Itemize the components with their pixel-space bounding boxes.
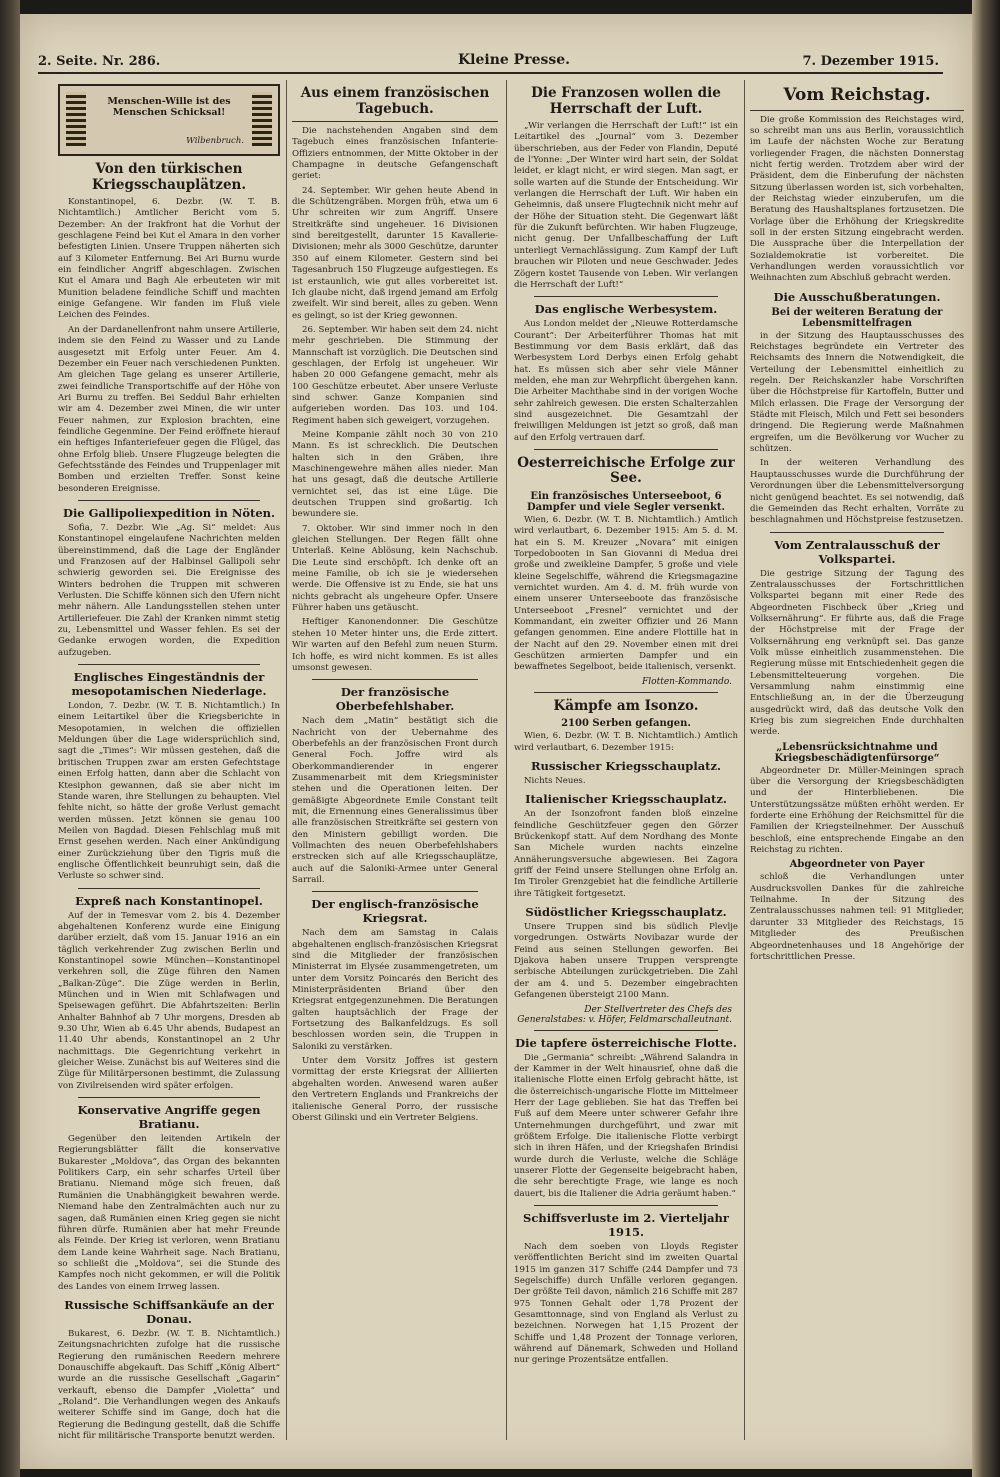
- divider: [78, 664, 260, 665]
- article-heading: Die Gallipoliexpedition in Nöten.: [62, 505, 276, 520]
- article-heading: Schiffsverluste im 2. Vierteljahr 1915.: [523, 1210, 729, 1239]
- article-heading: Vom Reichstag.: [783, 85, 931, 105]
- divider: [292, 121, 498, 122]
- article-paragraph: Die große Kommission des Reichstages wird, so schreibt man uns aus Berlin, voraussichtlich im Laufe der nächsten Woche zur Beratung vorliegender Fragen, die nächsten Donnerstag nicht fertig werden. Trotzdem aber wird der Präsident, dem die Einberufung der nächsten Sitzung überlassen worden ist, sich vorbehalten, der Reichstag wieder einzuberufen, um die Beratung des Haushaltsplanes fortzusetzen. Die Vorlage über die Erhöhung der Kriegskredite soll in der ersten Sitzung eingebracht werden. Die Aussprache über die Interpellation der Sozialdemokratie ist vorbereitet. Die Verhandlungen werden voraussichtlich vor Weihnachten zum Abschluß gebracht werden.: [750, 114, 964, 284]
- divider: [534, 1205, 718, 1206]
- motto-box: [58, 84, 280, 156]
- page-number: 2. Seite. Nr. 286.: [38, 54, 161, 69]
- ornament-left-icon: [66, 92, 86, 146]
- divider: [750, 110, 964, 111]
- divider: [534, 1030, 718, 1031]
- article-paragraph: London, 7. Dezbr. (W. T. B. Nichtamtlich.) In einem Leitartikel über die Kriegsberichte in Mesopotamien, in welchen die offiziellen Meldungen über die Lage widersprüchlich sind, sagt die „Times“: Wir müssen gestehen, daß die britischen Truppen zwar am ersten Gefechtstage einen Erfolg hatten, dann aber die Schlacht von Ktesiphon gewannen, daß sie aber nicht im Stande waren, ihre Stellungen zu behaupten. Viel fehlte nicht, so hätte der große Verlust gemacht werden müssen. Jetzt können sie genau 100 Meilen von Bagdad. Diesen Fehlschlag muß mit Ernst gesehen werden. Nach einer Ankündigung einer Zurückziehung über den Tigris muß die englische Öffentlichkeit beunruhigt sein, daß die Verluste so schwer sind.: [58, 701, 280, 882]
- divider: [534, 449, 718, 450]
- article-paragraph: 7. Oktober. Wir sind immer noch in den gleichen Stellungen. Der Regen fällt ohne Unterlaß. Keine Ablösung, kein Nachschub. Die Leute sind erschöpft. Ich denke oft an meine Familie, ob ich sie je wiedersehen werde. Die Offensive ist zu Ende, sie hat uns nichts gebracht als ungeheure Opfer. Unsere Führer haben uns getäuscht.: [292, 523, 498, 614]
- motto-text: Menschen-Wille ist des Menschen Schicksal!: [107, 96, 231, 118]
- article-heading: Von den türkischen Kriegsschauplätzen.: [91, 161, 247, 193]
- article-paragraph: Gegenüber den leitenden Artikeln der Regierungsblätter fällt die konservative Bukarester „Moldova“, das Organ des bekannten Politikers Carp, ein sehr scharfes Urteil über Bratianu. Niemand möge sich freuen, daß Rumänien die Unabhängigkeit bewahren werde. Niemand habe den Zentralmächten auch nur zu sagen, daß Rumänien einen Krieg gegen sie nicht führen dürfe. Rumänien aber hat mehr Freunde als Feinde. Der Krieg ist verloren, wenn Bratianu dem Lande keine Wahrheit sage. Nach Bratianu, so schließt die „Moldova“, sei die Stunde des Kampfes noch nicht gekommen, er will die Politik des Landes von einem Irrweg lassen.: [58, 1134, 280, 1292]
- article-paragraph: schloß die Verhandlungen unter Ausdrucksvollen Dankes für die zahlreiche Teilnahme. In der Sitzung des Zentralausschusses nahmen teil: 91 Mitglieder, darunter 33 Mitglieder des Reichstags, 15 Mitglieder des Preußischen Abgeordnetenhauses und 18 Angehörige der fortschrittlichen Presse.: [750, 872, 964, 962]
- divider: [534, 692, 718, 693]
- article-paragraph: 24. September. Wir gehen heute Abend in die Schützengräben. Morgen früh, etwa um 6 Uhr schreiten wir zum Angriff. Unsere Streitkräfte sind ungeheuer. 16 Divisionen sind bereitgestellt, darunter 15 Kavallerie-Divisionen; mehr als 3000 Geschütze, darunter 350 auf einem Kilometer. Gestern sind bei Tagesanbruch 150 Flugzeuge aufgestiegen. Es ist erstaunlich, wie gut alles vorbereitet ist. Ich glaube nicht, daß irgend jemand am Erfolg zweifelt. Wir sind bereit, alles zu geben. Wenn es gelingt, so ist der Krieg gewonnen.: [292, 185, 498, 321]
- divider: [78, 888, 260, 889]
- article-paragraph: Nach dem soeben von Lloyds Register veröffentlichten Bericht sind im zweiten Quartal 1915 im ganzen 317 Schiffe (244 Dampfer und 73 Segelschiffe) durch Unfälle verloren gegangen. Der größte Teil davon, nämlich 216 Schiffe mit 287 975 Tonnen Gehalt oder 1,78 Prozent der Gesamttonnage, sind von England als Verlust zu bezeichnen. Norwegen hat 1,15 Prozent der Schiffe und 1,48 Prozent der Tonnage verloren, während auf Dänemark, Schweden und Holland nur geringe Prozentsätze entfallen.: [514, 1241, 738, 1366]
- ornament-right-icon: [252, 92, 272, 146]
- article-subheading: Abgeordneter von Payer: [789, 859, 925, 871]
- article-paragraph: In der weiteren Verhandlung des Hauptausschusses wurde die Durchführung der Verordnungen über die Lebensmittelversorgung nicht genügend beachtet. Es sei notwendig, daß die Gemeinden das Recht erhalten, Vorräte zu beschlagnahmen und Höchstpreise festzusetzen.: [750, 458, 964, 526]
- article-paragraph: Nichts Neues.: [524, 776, 586, 787]
- article-paragraph: Bukarest, 6. Dezbr. (W. T. B. Nichtamtlich.) Zeitungsnachrichten zufolge hat die russische Regierung den rumänischen Reedern mehrere Donauschiffe abgekauft. Das Schiff „König Albert“ wurde an die russische Gesellschaft „Gagarin“ verkauft, ebenso die Dampfer „Violetta“ und „Roland“. Die Verhandlungen wegen des Ankaufs weiterer Schiffe sind im Gange, doch hat die Regierung die Bedingung gestellt, daß die Schiffe nicht für militärische Transporte benutzt werden.: [58, 1328, 280, 1440]
- divider: [534, 296, 718, 297]
- page-header: [38, 46, 943, 74]
- article-heading: Die Franzosen wollen die Herrschaft der Luft.: [531, 85, 721, 117]
- column-divider: [506, 80, 507, 1440]
- article-paragraph: An der Dardanellenfront nahm unsere Artillerie, indem sie den Feind zu Wasser und zu Lande ausgesetzt mit Erfolg unter Feuer. Am 4. Dezember ein Feuer nach verschiedenen Punkten. Am gleichen Tage gelang es unserer Artillerie, zwei feindliche Transportschiffe auf der Höhe von Ari Burnu zu treffen. Bei Seddul Bahr erhielten wir am 4. Dezember zwei Minen, die wir unter Feuer nahmen, zur Explosion brachten, eine feindliche Gegenmine. Der Feind eröffnete hierauf ein heftiges Infanteriefeuer gegen die Flügel, das ohne Erfolg blieb. Unsere Flugzeuge belegten die Gefechtsstände des Feindes und Truppenlager mit Bomben und erzielten Treffer. Sonst keine besonderen Ereignisse.: [58, 324, 280, 494]
- article-subheading: Ein französisches Unterseeboot, 6 Dampfer und viele Segler versenkt.: [527, 491, 725, 513]
- article-paragraph: Konstantinopel, 6. Dezbr. (W. T. B. Nichtamtlich.) Amtlicher Bericht vom 5. Dezember: An der Irakfront hat die Vorhut der geschlagene Feind bei Kut el Amara in den vorher befestigten Linien. Unsere Truppen näherten sich auf 3 Kilometer Entfernung. Bei Ari Burnu wurde ein feindlicher Angriff abgeschlagen. Zwischen Kut el Amara und Bagh Ale erbeuteten wir mit Munition beladene feindliche Schiff und machten einige Gefangene. Wir fanden im Fluß viele Leichen des Feindes.: [58, 197, 280, 321]
- article-heading: Aus einem französischen Tagebuch.: [300, 85, 490, 117]
- divider: [312, 891, 478, 892]
- article-paragraph: Unter dem Vorsitz Joffres ist gestern vormittag der erste Kriegsrat der Alliierten abgehalten worden. Anwesend waren außer den Vertretern Englands und Frankreichs der italienische General Porro, der russische Oberst Gilinski und ein Vertreter Belgiens.: [292, 1056, 498, 1123]
- article-heading: Konservative Angriffe gegen Bratianu.: [77, 1103, 261, 1132]
- article-heading: Der englisch-französische Kriegsrat.: [311, 897, 479, 926]
- section-heading: Italienischer Kriegsschauplatz.: [525, 792, 727, 807]
- article-paragraph: Die nachstehenden Angaben sind dem Tagebuch eines französischen Infanterie-Offiziers entnommen, der Mitte Oktober in der Champagne in deutsche Gefangenschaft geriet:: [292, 126, 498, 182]
- article-paragraph: Aus London meldet der „Nieuwe Rotterdamsche Courant“: Der Arbeiterführer Thomas hat mit Bestimmung vor dem Basis erklärt, daß das Werbesystem Lord Derbys einen Erfolg gehabt hat. Es müssen sich aber sehr viele Männer melden, ehe man zur Wehrpflicht übergehen kann. Die Arbeiter Machthabe sind in der vorigen Woche sehr zahlreich gewesen. Die ersten Schalterzahlen sind ausgezeichnet. Die Gesamtzahl der freiwilligen Meldungen ist jetzt so groß, daß man auf den Erfolg vertrauen darf.: [514, 319, 738, 443]
- article-paragraph: Unsere Truppen sind bis südlich Plevlje vorgedrungen. Ostwärts Novibazar wurde der Feind aus seinen Stellungen geworfen. Bei Djakova haben unsere Truppen versprengte serbische Abteilungen zurückgetrieben. Die Zahl der am 4. und 5. Dezember eingebrachten Gefangenen übersteigt 2100 Mann.: [514, 922, 738, 1001]
- newspaper-title: Kleine Presse.: [458, 52, 571, 68]
- divider: [312, 679, 478, 680]
- signature: Flotten-Kommando.: [642, 676, 732, 687]
- article-subheading: Bei der weiteren Beratung der Lebensmittelfragen: [771, 306, 943, 329]
- article-paragraph: „Wir verlangen die Herrschaft der Luft!“ ist ein Leitartikel des „Journal“ vom 3. Dezember überschrieben, aus der Feder von Flandin, Deputé de l'Yonne: „Der Winter wird hart sein, der Soldat leidet, er klagt nicht, er wird siegen. Man sagt, er solle warten auf die Stunde der Entscheidung. Wir verlangen die Herrschaft der Luft. Wir haben ein Geheimnis, daß unsere Flugtechnik nicht mehr auf der Höhe der Situation steht. Die Gegenwart läßt für die Zukunft befürchten. Wir haben Flugzeuge, nicht genug. Der Unfallbeschaffung der Luft unterliegt Vernachlässigung. Zum Kampf der Luft brauchen wir Piloten und neue Geschwader. Jedes Zögern kostet Tausende von Leben. Wir verlangen die Herrschaft der Luft!“: [514, 121, 738, 290]
- binding-edge-right: [972, 0, 1000, 1477]
- column-1: [58, 80, 280, 1440]
- article-paragraph: Die gestrige Sitzung der Tagung des Zentralausschusses der Fortschrittlichen Volkspartei begann mit einer Rede des Abgeordneten Fischbeck über „Krieg und Volksernährung“. Er führte aus, daß die Frage der Höchstpreise mit der Frage der Volksernährung eng verknüpft sei. Das ganze Volk müsse einheitlich zusammenstehen. Die Regierung müsse mit Entschiedenheit gegen die Lebensmittelteuerung vorgehen. Die Versammlung nahm einstimmig eine Entschließung an, in der die Überzeugung ausgedrückt wird, daß das deutsche Volk den Krieg bis zum siegreichen Ende durchhalten werde.: [750, 568, 964, 738]
- article-subheading: „Lebensrücksichtnahme und Kriegsbeschädigtenfürsorge“: [774, 741, 940, 764]
- article-heading: Die tapfere österreichische Flotte.: [515, 1035, 737, 1050]
- article-heading: Expreß nach Konstantinopel.: [75, 893, 263, 908]
- column-divider: [744, 80, 745, 1440]
- divider: [78, 500, 260, 501]
- article-paragraph: in der Sitzung des Hauptausschusses des Reichstages begründete ein Vertreter des Reichsamts des Innern die Notwendigkeit, die Verteilung der Lebensmittel einheitlich zu regeln. Der Reichskanzler habe Vorschriften über die Höchstpreise für Kartoffeln, Butter und Milch erlassen. Die Frage der Versorgung der Städte mit Fleisch, Milch und Fett sei besonders dringend. Die Regierung werde Maßnahmen ergreifen, um die Bevölkerung vor Wucher zu schützen.: [750, 330, 964, 455]
- article-subheading: 2100 Serben gefangen.: [561, 718, 691, 730]
- article-heading: Vom Zentralausschuß der Volkspartei.: [774, 537, 940, 566]
- article-paragraph: Wien, 6. Dezbr. (W. T. B. Nichtamtlich.) Amtlich wird verlautbart, 6. Dezember 1915: Am 5. d. M. hat ein S. M. Kreuzer „Novara“ mit einigen Torpedobooten in San Giovanni di Medua drei große und zweikleine Dampfer, 5 große und viele kleine Segelschiffe, während die Kriegsmagazine vernichtet wurden. Am 4. d. M. früh wurde von einem unserer Unterseeboote das französische Unterseeboot „Fresnel“ vernichtet und der Kommandant, ein zweiter Offizier und 26 Mann gefangen genommen. Eine andere Flottille hat in der Nacht auf den 29. November einen mit drei Geschützen armierten Dampfer und ein bewaffnetes Segelboot, beide italienisch, versenkt.: [514, 515, 738, 673]
- article-paragraph: Meine Kompanie zählt noch 30 von 210 Mann. Es ist schrecklich. Die Deutschen halten sich in den Gräben, ihre Maschinengewehre mähen alles nieder. Man hat uns gesagt, daß die deutsche Artillerie vernichtet sei, das ist eine Lüge. Die deutschen Truppen sind großartig. Ich bewundere sie.: [292, 429, 498, 520]
- article-heading: Das englische Werbesystem.: [534, 302, 718, 317]
- article-heading: Der französische Oberbefehlshaber.: [335, 685, 455, 714]
- article-paragraph: Die „Germania“ schreibt: „Während Salandra in der Kammer in der Welt hinausrief, ohne daß die italienische Flotte einen Erfolg gebracht hätte, ist die österreichisch-ungarische Flotte im Mittelmeer Herr der Lage geblieben. Sie hat das Treffen bei Fuß auf dem Meere unter schwerer Gefahr ihre Unternehmungen durchgeführt, und zwar mit größtem Erfolge. Die italienische Flotte verbirgt sich in ihren Häfen, und der Kriegshafen Brindisi wurde durch die Verluste, welche die Schläge unserer Flotte der Gegenseite beigebracht haben, die sehr berechtigte Frage, wie lange es noch dauert, bis die Italiener die Adria geräumt haben.“: [514, 1052, 738, 1199]
- article-heading: Die Ausschußberatungen.: [773, 289, 941, 304]
- section-heading: Südöstlicher Kriegsschauplatz.: [525, 905, 727, 920]
- column-2: [292, 80, 498, 1440]
- article-paragraph: Nach dem am Samstag in Calais abgehaltenen englisch-französischen Kriegsrat sind die Mitglieder der französischen Ministerrat im Elysée zusammengetreten, um unter dem Vorsitz Poincarés den Bericht des Ministerpräsidenten Briand über den Kriegsrat entgegenzunehmen. Die Beratungen galten hauptsächlich der Frage der Fortsetzung des Balkanfeldzugs. Es soll beschlossen worden sein, die Truppen in Saloniki zu verstärken.: [292, 928, 498, 1052]
- section-heading: Russischer Kriegsschauplatz.: [530, 759, 722, 774]
- article-paragraph: Nach dem „Matin“ bestätigt sich die Nachricht von der Uebernahme des Oberbefehls an der französischen Front durch General Foch. Joffre wird als Oberkommandierender in engerer Zusammenarbeit mit dem Kriegsminister stehen und die Operationen leiten. Der gemäßigte Abgeordnete Emile Constant teilt mit, die Ernennung eines Generalissimus über alle französischen Streitkräfte sei gestern von den Ministern gebilligt worden. Die Vollmachten des neuen Oberbefehlshabers erstrecken sich auf alle Kriegsschauplätze, auch auf die Saloniki-Armee unter General Sarrail.: [292, 716, 498, 885]
- article-paragraph: Auf der in Temesvar vom 2. bis 4. Dezember abgehaltenen Konferenz wurde eine Einigung darüber erzielt, daß vom 15. Januar 1916 an ein täglich verkehrender Zug zwischen Berlin und Konstantinopel sowie München—Konstantinopel verkehren soll, die Züge führen den Namen „Balkan-Züge“. Die Züge werden in Berlin, München und in Wien mit Schlafwagen und Speisewagen geführt. Die Abfahrtszeiten: Berlin Anhalter Bahnhof ab 7 Uhr morgens, Dresden ab 9.30 Uhr, Wien ab 6.45 Uhr abends, Budapest an 11.40 Uhr abends, Konstantinopel an 2 Uhr nachmittags. Die Gegenrichtung verkehrt in gleicher Weise. Zunächst bis auf Weiteres sind die Züge für Militärpersonen bestimmt, die Zulassung von Zivilreisenden wird später erfolgen.: [58, 910, 280, 1091]
- article-paragraph: An der Isonzofront fanden bloß einzelne feindliche Geschützfeuer gegen den Görzer Brückenkopf statt. Auf dem Nordhang des Monte San Michele wurden nachts einzelne Annäherungsversuche abgewiesen. Bei Zagora griff der Feind unsere Stellungen ohne Erfolg an. Im Tiroler Grenzgebiet hat die feindliche Artillerie ihre Tätigkeit fortgesetzt.: [514, 809, 738, 899]
- column-divider: [286, 80, 287, 1440]
- article-paragraph: Abgeordneter Dr. Müller-Meiningen sprach über die Versorgung der Kriegsbeschädigten und der Hinterbliebenen. Die Unterstützungssätze müßten erhöht werden. Er forderte eine Erhöhung der Reichsmittel für die Familien der Kriegsteilnehmer. Der Ausschuß beschloß, eine entsprechende Eingabe an den Reichstag zu richten.: [750, 765, 964, 856]
- article-heading: Englisches Eingeständnis der mesopotamischen Niederlage.: [71, 670, 267, 699]
- article-paragraph: Wien, 6. Dezbr. (W. T. B. Nichtamtlich.) Amtlich wird verlautbart, 6. Dezember 1915:: [514, 731, 738, 753]
- article-heading: Oesterreichische Erfolge zur See.: [517, 454, 735, 487]
- divider: [78, 1097, 260, 1098]
- article-heading: Kämpfe am Isonzo.: [553, 697, 699, 714]
- signature: Der Stellvertreter des Chefs des Generalstabes: v. Höfer, Feldmarschalleutnant.: [517, 1004, 732, 1025]
- article-paragraph: 26. September. Wir haben seit dem 24. nicht mehr geschrieben. Die Stimmung der Mannschaft ist vorzüglich. Die Deutschen sind geschlagen, der Erfolg ist ungeheuer. Wir haben 20 000 Gefangene gemacht, mehr als 100 Geschütze erbeutet. Aber unsere Verluste sind schwer. Ganze Kompanien sind aufgerieben worden. Das 103. und 104. Regiment haben sich geweigert, vorzugehen.: [292, 324, 498, 426]
- column-4: [750, 80, 964, 1440]
- divider: [770, 532, 944, 533]
- article-paragraph: Sofia, 7. Dezbr. Wie „Ag. Si“ meldet: Aus Konstantinopel eingelaufene Nachrichten melden übereinstimmend, daß die Lage der Engländer und Franzosen auf der Halbinsel Gallipoli sehr schwierig geworden sei. Die Ereignisse des Winters bedrohen die Truppen mit schweren Verlusten. Die Schiffe können sich den Ufern nicht mehr nähern. Alle Landungsstellen stehen unter Artilleriefeuer. Die Zahl der Kranken nimmt stetig zu, Lebensmittel und Wasser fehlen. Es sei der Gedanke erwogen worden, die Expedition aufzugeben.: [58, 522, 280, 658]
- binding-edge-left: [0, 0, 20, 1477]
- article-heading: Russische Schiffsankäufe an der Donau.: [64, 1297, 274, 1326]
- issue-date: 7. Dezember 1915.: [802, 54, 939, 69]
- article-paragraph: Heftiger Kanonendonner. Die Geschütze stehen 10 Meter hinter uns, die Erde zittert. Wir warten auf den Befehl zum neuen Sturm. Ich hoffe, es wird nicht kommen. Es ist alles umsonst gewesen.: [292, 617, 498, 673]
- column-3: [514, 80, 738, 1440]
- motto-author: Wilbenbruch.: [186, 136, 244, 146]
